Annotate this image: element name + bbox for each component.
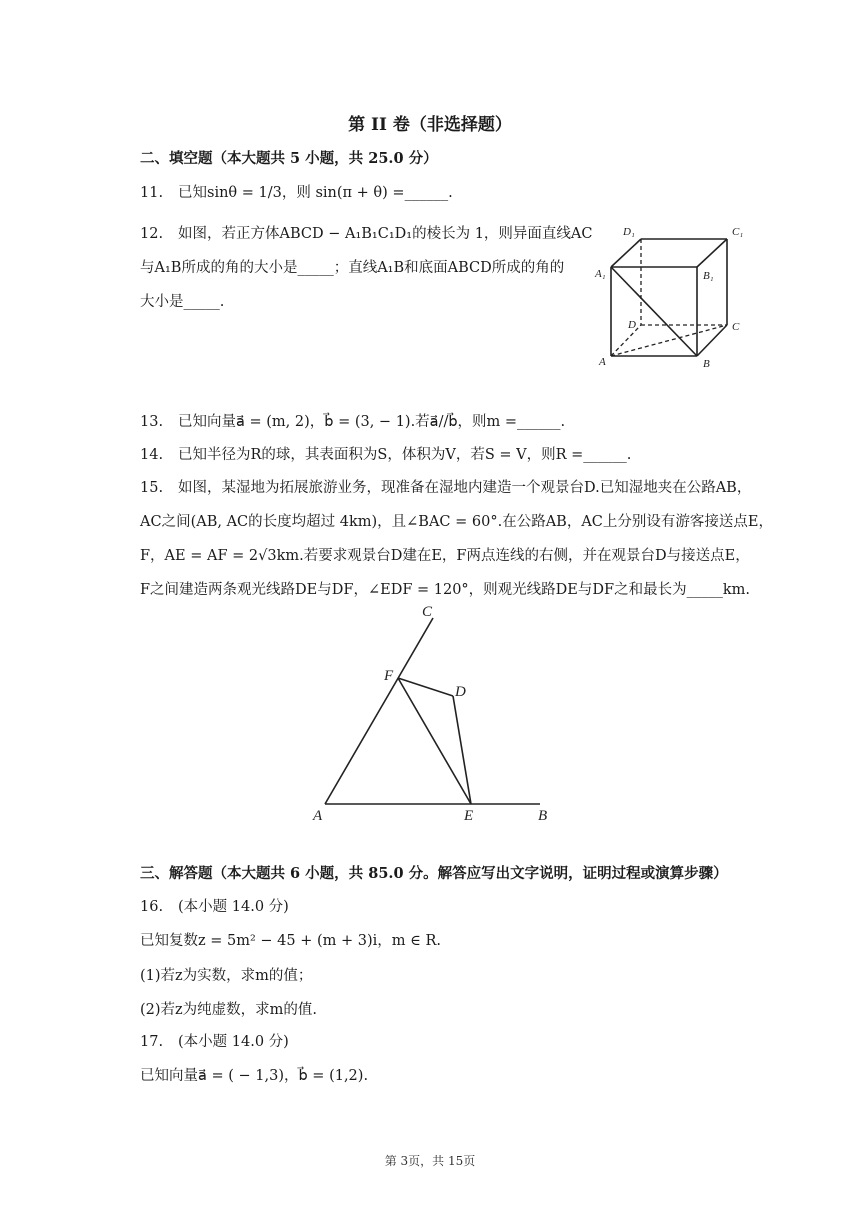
question-text: 已知向量a⃗ = (m, 2)，b⃗ = (3, − 1).若a⃗//b⃗，则m =______. <box>178 414 566 430</box>
question-score: (本小题 14.0 分) <box>178 899 289 915</box>
question-number: 16. <box>140 899 164 915</box>
question-number: 13. <box>140 414 164 430</box>
question-text: 已知sinθ = 1/3，则 sin(π + θ) =______. <box>178 185 453 201</box>
question-17-header <box>140 1032 289 1052</box>
question-13 <box>140 412 565 432</box>
edge-a1d1 <box>611 239 641 267</box>
label-d: D <box>455 684 466 700</box>
question-16-header <box>140 897 289 917</box>
question-15-line-2: AC之间(AB, AC的长度均超过 4km)，且∠BAC = 60°.在公路AB，AC上分别设有游客接送点E， <box>140 514 773 530</box>
question-11 <box>140 183 453 203</box>
question-number: 12. <box>140 226 164 242</box>
wetland-figure <box>300 600 565 830</box>
label-e: E <box>464 808 474 824</box>
section-fill-in-heading: 二、填空题（本大题共 5 小题，共 25.0 分） <box>140 150 438 167</box>
question-number: 14. <box>140 447 164 463</box>
question-number: 15. <box>140 480 164 496</box>
label-b: B <box>538 808 548 824</box>
label-d: D <box>628 319 636 331</box>
label-d1: D₁ <box>623 226 635 238</box>
label-b1: B₁ <box>703 270 714 282</box>
question-number: 17. <box>140 1034 164 1050</box>
label-a1: A₁ <box>595 268 606 280</box>
edge-b1c1 <box>697 239 727 267</box>
question-number: 11. <box>140 185 164 201</box>
question-text-line-1: 如图，若正方体ABCD − A₁B₁C₁D₁的棱长为 1，则异面直线AC <box>178 226 593 242</box>
label-a: A <box>313 808 323 824</box>
question-15-line-4: F之间建造两条观光线路DE与DF，∠EDF = 120°，则观光线路DE与DF之和最长为_____km. <box>140 582 750 598</box>
question-15 <box>140 478 751 498</box>
question-12-line-2: 与A₁B所成的角的大小是_____；直线A₁B和底面ABCD所成的角的 <box>140 260 565 276</box>
label-c1: C₁ <box>732 226 744 238</box>
label-c: C <box>732 321 740 333</box>
question-15-line-3: F，AE = AF = 2√3km.若要求观景台D建在E，F两点连线的右侧，并在观景台D与接送点E， <box>140 548 750 564</box>
question-text-line-1: 如图，某湿地为拓展旅游业务，现准备在湿地内建造一个观景台D.已知湿地夹在公路AB， <box>178 480 752 496</box>
question-16-stem: 已知复数z = 5m² − 45 + (m + 3)i，m ∈ R. <box>140 933 442 949</box>
cube-figure <box>585 222 760 372</box>
question-14 <box>140 445 631 465</box>
question-score: (本小题 14.0 分) <box>178 1034 289 1050</box>
label-b: B <box>703 358 710 370</box>
label-c: C <box>422 604 433 620</box>
segment-a1b <box>611 267 697 356</box>
question-text: 已知半径为R的球，其表面积为S，体积为V，若S = V，则R =______. <box>178 447 632 463</box>
label-f: F <box>384 668 394 684</box>
edge-bc <box>697 325 727 356</box>
question-16-part-2: (2)若z为纯虚数，求m的值. <box>140 1002 318 1018</box>
page-footer: 第 3页，共 15页 <box>384 1154 476 1168</box>
question-12-line-3: 大小是_____. <box>140 294 225 310</box>
question-12 <box>140 224 592 244</box>
part-title: 第 II 卷（非选择题） <box>348 115 512 135</box>
label-a: A <box>599 356 606 368</box>
section-answer-heading: 三、解答题（本大题共 6 小题，共 85.0 分。解答应写出文字说明，证明过程或演算步骤） <box>140 865 728 882</box>
question-17-stem: 已知向量a⃗ = ( − 1,3)，b⃗ = (1,2). <box>140 1068 369 1084</box>
question-16-part-1: (1)若z为实数，求m的值； <box>140 968 313 984</box>
